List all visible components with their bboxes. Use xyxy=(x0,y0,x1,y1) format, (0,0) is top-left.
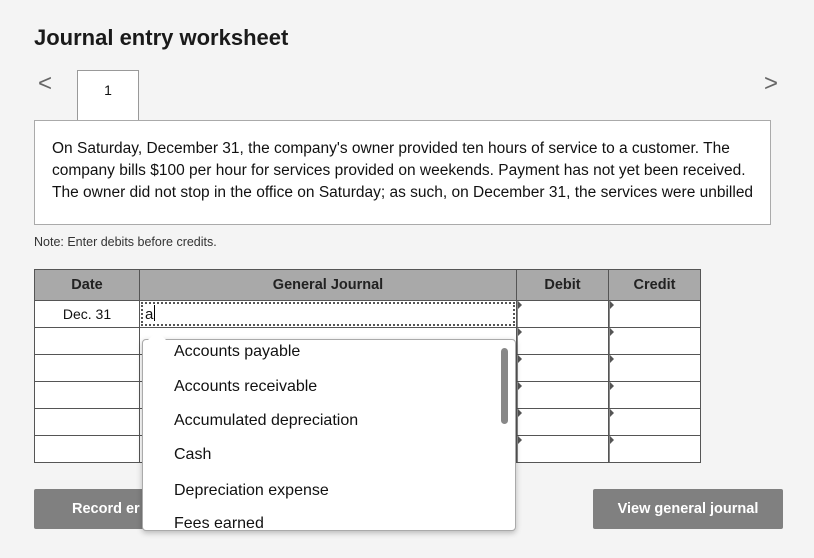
debit-cell[interactable] xyxy=(517,382,609,409)
credit-input[interactable] xyxy=(609,301,700,327)
debit-cell[interactable] xyxy=(517,436,609,463)
table-row xyxy=(35,301,701,328)
dropdown-option[interactable]: Depreciation expense xyxy=(174,482,329,499)
header-general-journal: General Journal xyxy=(140,270,517,301)
credit-input[interactable] xyxy=(609,355,700,381)
credit-cell[interactable] xyxy=(609,328,701,355)
debit-input[interactable] xyxy=(517,301,608,327)
credit-cell[interactable] xyxy=(609,355,701,382)
dropdown-scrollbar[interactable] xyxy=(501,348,508,424)
debit-input[interactable] xyxy=(517,355,608,381)
chevron-right-icon[interactable]: > xyxy=(764,70,779,97)
credit-cell[interactable] xyxy=(609,301,701,328)
dropdown-option[interactable]: Fees earned xyxy=(174,515,264,531)
tab-entry-1[interactable]: 1 xyxy=(77,70,139,120)
page-title: Journal entry worksheet xyxy=(34,25,289,50)
record-entry-button[interactable]: Record er xyxy=(34,489,184,529)
dropdown-option[interactable]: Cash xyxy=(174,446,212,463)
debit-input[interactable] xyxy=(517,382,608,408)
debit-input[interactable] xyxy=(517,409,608,435)
credit-cell[interactable] xyxy=(609,409,701,436)
entry-note: Note: Enter debits before credits. xyxy=(34,235,217,249)
date-cell: Dec. 31 xyxy=(35,301,140,328)
credit-input[interactable] xyxy=(609,409,700,435)
dropdown-option[interactable]: Accounts payable xyxy=(174,343,301,360)
debit-cell[interactable] xyxy=(517,355,609,382)
debit-cell[interactable] xyxy=(517,301,609,328)
credit-input[interactable] xyxy=(609,382,700,408)
account-input[interactable] xyxy=(141,302,515,326)
chevron-left-icon[interactable]: < xyxy=(38,70,53,97)
date-cell xyxy=(35,355,140,382)
account-cell[interactable] xyxy=(140,301,517,328)
header-date: Date xyxy=(35,270,140,301)
header-debit: Debit xyxy=(517,270,609,301)
debit-cell[interactable] xyxy=(517,409,609,436)
dropdown-pointer xyxy=(148,331,166,340)
account-input-value: a xyxy=(145,306,154,323)
transaction-description: On Saturday, December 31, the company's owner provided ten hours of service to a customer. The company bills $100 per hour for services provided on weekends. Payment has not yet been received. The owner did not stop in the office on Saturday; as such, on December 31, the services were unbilled xyxy=(34,120,771,225)
credit-input[interactable] xyxy=(609,436,700,462)
date-cell xyxy=(35,436,140,463)
dropdown-option[interactable]: Accumulated depreciation xyxy=(174,412,359,429)
account-dropdown[interactable] xyxy=(142,339,516,531)
date-cell xyxy=(35,328,140,355)
debit-input[interactable] xyxy=(517,436,608,462)
text-caret xyxy=(154,305,155,321)
debit-input[interactable] xyxy=(517,328,608,354)
dropdown-option[interactable]: Accounts receivable xyxy=(174,378,318,395)
debit-cell[interactable] xyxy=(517,328,609,355)
date-cell xyxy=(35,382,140,409)
credit-cell[interactable] xyxy=(609,436,701,463)
credit-cell[interactable] xyxy=(609,382,701,409)
date-cell xyxy=(35,409,140,436)
credit-input[interactable] xyxy=(609,328,700,354)
view-general-journal-button[interactable]: View general journal xyxy=(593,489,783,529)
header-credit: Credit xyxy=(609,270,701,301)
